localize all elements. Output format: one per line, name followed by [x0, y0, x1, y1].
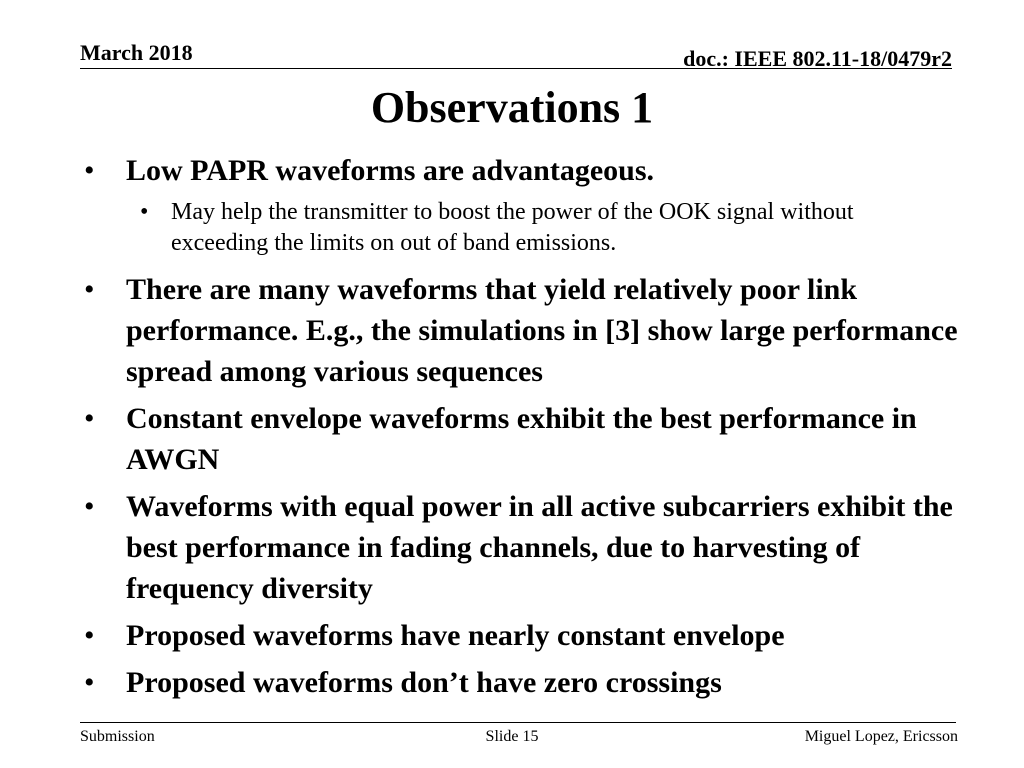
bullet-icon: • — [84, 490, 95, 523]
bullet-icon: • — [140, 199, 149, 225]
bullet-text: Constant envelope waveforms exhibit the best performance in AWGN — [126, 402, 917, 476]
footer-author: Miguel Lopez, Ericsson — [804, 728, 958, 745]
bullet-item — [0, 398, 1024, 480]
sub-bullet-text: May help the transmitter to boost the power of the OOK signal without exceeding the limits on out of band emissions. — [171, 199, 854, 256]
bullet-text: Low PAPR waveforms are advantageous. — [126, 154, 655, 187]
bullet-text: Proposed waveforms have nearly constant envelope — [126, 619, 785, 652]
header-date: March 2018 — [80, 40, 193, 65]
sub-bullet-item — [0, 197, 1024, 259]
bullet-icon: • — [84, 402, 95, 435]
footer-submission: Submission — [80, 728, 155, 745]
bullet-item — [0, 615, 1024, 656]
bullet-text: Proposed waveforms don’t have zero crossings — [126, 666, 722, 699]
bullet-item — [0, 486, 1024, 609]
bullet-icon: • — [84, 154, 95, 187]
bullet-list — [0, 150, 1024, 709]
bullet-item — [0, 662, 1024, 703]
bullet-item — [0, 269, 1024, 392]
bullet-text: Waveforms with equal power in all active subcarriers exhibit the best performance in fading channels, due to harvesting of frequency diversity — [126, 490, 953, 605]
bullet-item — [0, 150, 1024, 191]
header-divider — [80, 68, 952, 69]
slide-title: Observations 1 — [370, 83, 654, 132]
bullet-icon: • — [84, 619, 95, 652]
bullet-icon: • — [84, 666, 95, 699]
footer-divider — [80, 722, 956, 723]
header-doc-id: doc.: IEEE 802.11-18/0479r2 — [683, 46, 952, 71]
bullet-icon: • — [84, 273, 95, 306]
bullet-text: There are many waveforms that yield relatively poor link performance. E.g., the simulations in [3] show large performance spread among various sequences — [126, 273, 958, 388]
footer-slide-number: Slide 15 — [485, 728, 539, 745]
